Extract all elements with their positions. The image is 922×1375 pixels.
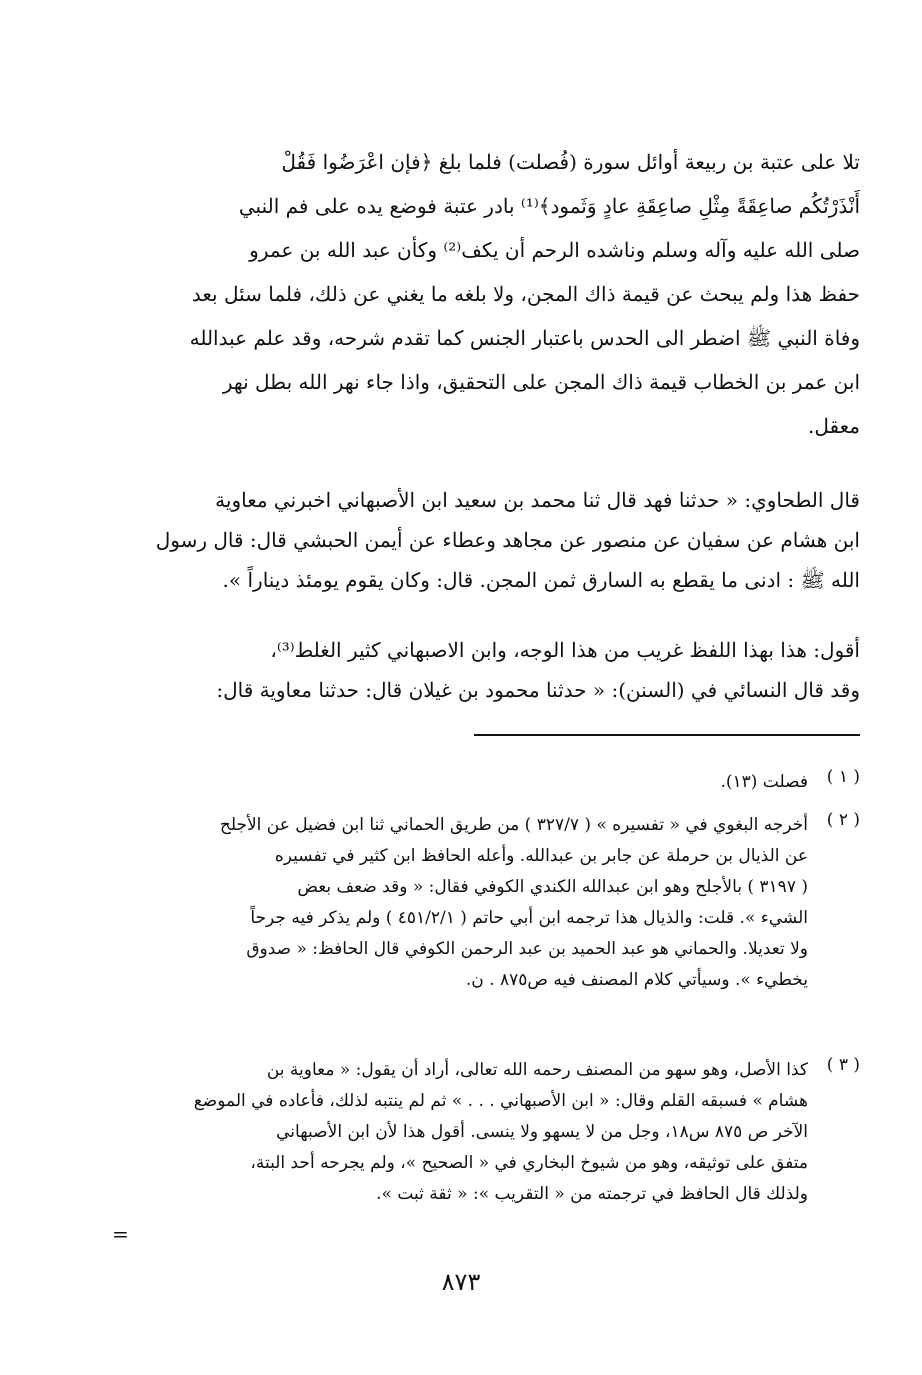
text-line: ولذلك قال الحافظ في ترجمته من « التقريب »: « ثقة ثبت ». [376,1184,808,1204]
text-line: ابن هشام عن سفيان عن منصور عن مجاهد وعطاء عن أيمن الحبشي قال: قال رسول [155,528,860,552]
text-line: هشام » فسبقه القلم وقال: « ابن الأصبهاني . . . » ثم لم ينتبه لذلك، فأعاده في الموضع [193,1091,808,1111]
text-line: فصلت (١٣). [720,772,808,792]
text-line: أقول: هذا بهذا اللفظ غريب من هذا الوجه، وابن الاصبهاني كثير الغلط⁽³⁾، [270,638,860,662]
text-line: الله ﷺ : ادنى ما يقطع به السارق ثمن المجن. قال: وكان يقوم يومئذ ديناراً ». [222,568,860,592]
footnote-separator [474,734,860,736]
text-line: الشيء ». قلت: والذيال هذا ترجمه ابن أبي حاتم ( ٤٥١/٢/١ ) ولم يذكر فيه جرحاً [250,908,808,928]
text-line: صلى الله عليه وآله وسلم وناشده الرحم أن يكف⁽²⁾ وكأن عبد الله بن عمرو [249,238,860,262]
text-line: الآخر ص ٨٧٥ س١٨، وجل من لا يسهو ولا ينسى. أقول هذا لأن ابن الأصبهاني [276,1122,808,1142]
text-line: معقل. [808,414,860,438]
text-line: أَنْذَرْتُكُم صاعِقَةً مِثْلِ صاعِقَةِ عادٍ وَثَمود﴾⁽¹⁾ بادر عتبة فوضع يده على فم النبي [238,194,860,218]
text-line: متفق على توثيقه، وهو من شيوخ البخاري في « الصحيح »، ولم يجرحه أحد البتة، [250,1153,808,1173]
text-line: قال الطحاوي: « حدثنا فهد قال ثنا محمد بن سعيد ابن الأصبهاني اخبرني معاوية [215,488,860,512]
text-line: عن الذيال بن حرملة عن جابر بن عبدالله. وأعله الحافظ ابن كثير في تفسيره [274,846,808,866]
text-line: حفظ هذا ولم يبحث عن قيمة ذاك المجن، ولا بلغه ما يغني عن ذلك، فلما سئل بعد [191,282,860,306]
text-line: تلا على عتبة بن ربيعة أوائل سورة (فُصلت) فلما بلغ ﴿فإن اعْرَضُوا فَقُلْ [281,150,860,174]
text-line: كذا الأصل، وهو سهو من المصنف رحمه الله تعالى، أراد أن يقول: « معاوية بن [266,1060,808,1080]
footnote-number: ( ٢ ) [826,810,860,830]
continuation-mark: = [112,1222,129,1246]
text-line: يخطيء ». وسيأتي كلام المصنف فيه ص٨٧٥ . ن. [465,970,808,990]
text-line: أخرجه البغوي في « تفسيره » ( ٣٢٧/٧ ) من طريق الحماني ثنا ابن فضيل عن الأجلح [219,815,808,835]
text-line: وقد قال النسائي في (السنن): « حدثنا محمود بن غيلان قال: حدثنا معاوية قال: [216,678,860,702]
text-line: ولا تعديلا. والحماني هو عبد الحميد بن عبد الرحمن الكوفي قال الحافظ: « صدوق [246,939,808,959]
text-line: وفاة النبي ﷺ اضطر الى الحدس باعتبار الجنس كما تقدم شرحه، وقد علم عبدالله [189,326,860,350]
page-number: ٨٧٣ [441,1268,481,1296]
footnote-number: ( ١ ) [826,767,860,787]
text-line: ( ٣١٩٧ ) بالأجلح وهو ابن عبدالله الكندي الكوفي فقال: « وقد ضعف بعض [297,877,808,897]
footnote-number: ( ٣ ) [826,1055,860,1075]
text-line: ابن عمر بن الخطاب قيمة ذاك المجن على التحقيق، واذا جاء نهر الله بطل نهر [222,370,860,394]
